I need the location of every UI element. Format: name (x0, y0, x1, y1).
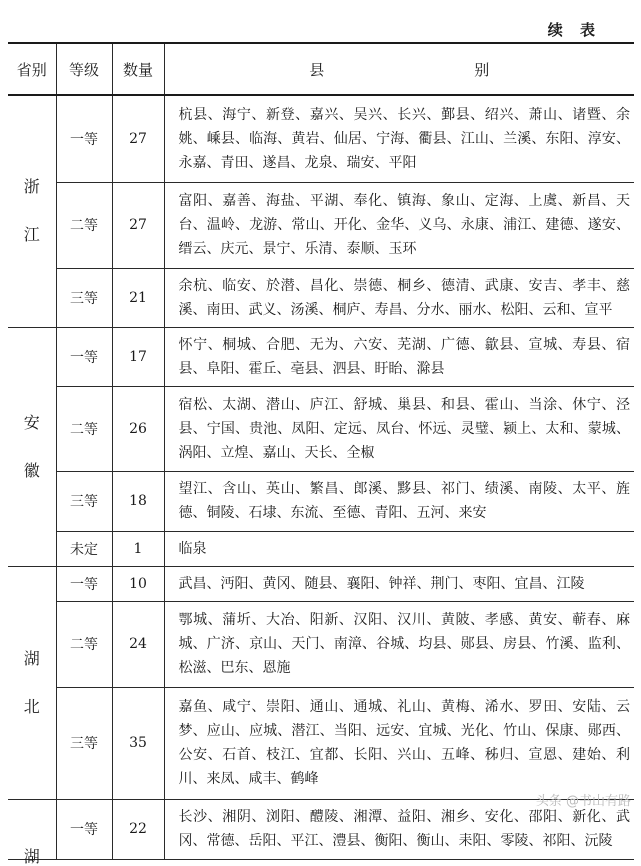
province-char: 徽 (23, 460, 40, 480)
province-char: 江 (23, 225, 40, 245)
count-cell: 24 (112, 601, 164, 687)
county-grade-table (8, 42, 634, 866)
grade-cell: 二等 (56, 386, 112, 471)
counties-cell: 怀宁、桐城、合肥、无为、六安、芜湖、广德、歙县、宣城、寿县、宿县、阜阳、霍丘、亳县、泗县、盱眙、滁县 (164, 327, 634, 386)
count-cell: 22 (112, 799, 164, 859)
province-char: 湖 (23, 648, 40, 668)
count-cell: 1 (112, 531, 164, 566)
table-row (8, 687, 634, 799)
count-cell: 26 (112, 386, 164, 471)
table-row (8, 327, 634, 386)
table-row (8, 601, 634, 687)
province-char: 湖 (23, 846, 40, 866)
counties-cell: 武昌、沔阳、黄冈、随县、襄阳、钟祥、荆门、枣阳、宜昌、江陵 (164, 566, 634, 601)
counties-cell: 余杭、临安、於潜、昌化、崇德、桐乡、德清、武康、安吉、孝丰、慈溪、南田、武义、汤溪、桐庐、寿昌、分水、丽水、松阳、云和、宣平 (164, 268, 634, 327)
count-cell: 21 (112, 268, 164, 327)
grade-cell: 未定 (56, 531, 112, 566)
counties-cell: 富阳、嘉善、海盐、平湖、奉化、镇海、象山、定海、上虞、新昌、天台、温岭、龙游、常山、开化、金华、义乌、永康、浦江、建德、遂安、缙云、庆元、景宁、乐清、泰顺、玉环 (164, 182, 634, 268)
count-cell: 27 (112, 182, 164, 268)
grade-cell: 一等 (56, 327, 112, 386)
province-cell-hubei (8, 566, 56, 799)
header-province: 省别 (8, 43, 56, 95)
count-cell: 27 (112, 95, 164, 182)
counties-cell: 宿松、太湖、潜山、庐江、舒城、巢县、和县、霍山、当涂、休宁、泾县、宁国、贵池、凤阳、定远、凤台、怀远、灵璧、颍上、太和、蒙城、涡阳、立煌、嘉山、天长、全椒 (164, 386, 634, 471)
province-cell-zhejiang (8, 95, 56, 327)
table-row (8, 531, 634, 566)
counties-cell: 临泉 (164, 531, 634, 566)
count-cell: 18 (112, 471, 164, 531)
table-row (8, 386, 634, 471)
province-char: 浙 (23, 177, 40, 197)
grade-cell: 一等 (56, 95, 112, 182)
grade-cell: 一等 (56, 566, 112, 601)
province-cell-anhui (8, 327, 56, 566)
table-header-row (8, 43, 634, 95)
grade-cell: 二等 (56, 182, 112, 268)
grade-cell: 三等 (56, 268, 112, 327)
counties-cell: 嘉鱼、咸宁、崇阳、通山、通城、礼山、黄梅、浠水、罗田、安陆、云梦、应山、应城、潜江、当阳、远安、宜城、光化、竹山、保康、郧西、公安、石首、枝江、宜都、长阳、兴山、五峰、秭归、宣恩、建始、利川、来凤、咸丰、鹤峰 (164, 687, 634, 799)
grade-cell: 二等 (56, 601, 112, 687)
count-cell: 10 (112, 566, 164, 601)
table-row (8, 95, 634, 182)
header-county-char-1: 县 (309, 60, 325, 79)
table-row (8, 182, 634, 268)
header-count: 数量 (112, 43, 164, 95)
table-row (8, 471, 634, 531)
counties-cell: 杭县、海宁、新登、嘉兴、吴兴、长兴、鄞县、绍兴、萧山、诸暨、余姚、嵊县、临海、黄岩、仙居、宁海、衢县、江山、兰溪、东阳、淳安、永嘉、青田、遂昌、龙泉、瑞安、平阳 (164, 95, 634, 182)
counties-cell: 长沙、湘阴、浏阳、醴陵、湘潭、益阳、湘乡、安化、邵阳、新化、武冈、常德、岳阳、平江、澧县、衡阳、衡山、耒阳、零陵、祁阳、沅陵 (164, 799, 634, 859)
province-char: 安 (23, 412, 40, 432)
province-char: 北 (23, 696, 40, 716)
province-cell-hunan (8, 799, 56, 866)
grade-cell: 一等 (56, 799, 112, 859)
counties-cell: 望江、含山、英山、繁昌、郎溪、黟县、祁门、绩溪、南陵、太平、旌德、铜陵、石埭、东流、至德、青阳、五河、来安 (164, 471, 634, 531)
header-county-char-2: 别 (474, 60, 490, 79)
continued-table-label: 续 表 (547, 21, 601, 39)
count-cell: 17 (112, 327, 164, 386)
table-row (8, 268, 634, 327)
header-grade: 等级 (56, 43, 112, 95)
counties-cell: 鄂城、蒲圻、大冶、阳新、汉阳、汉川、黄陂、孝感、黄安、蕲春、麻城、广济、京山、天门、南漳、谷城、均县、郧县、房县、竹溪、监利、松滋、巴东、恩施 (164, 601, 634, 687)
grade-cell: 三等 (56, 471, 112, 531)
watermark: 头条 @书山有路 (535, 794, 631, 809)
header-county (164, 43, 634, 95)
grade-cell: 三等 (56, 687, 112, 799)
count-cell: 35 (112, 687, 164, 799)
table-row (8, 566, 634, 601)
